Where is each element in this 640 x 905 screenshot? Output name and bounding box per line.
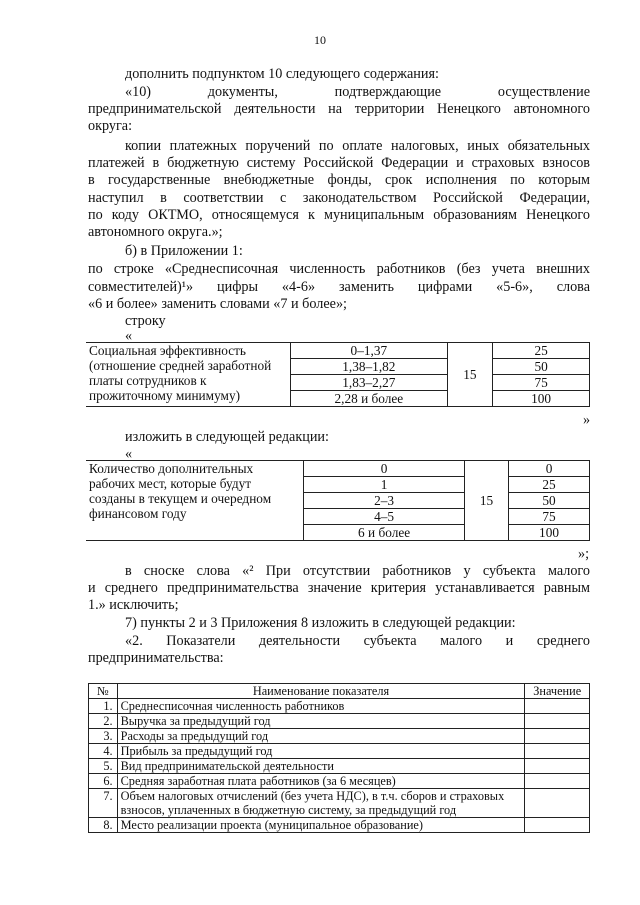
table-row — [89, 774, 590, 789]
table2-range: 1 — [304, 477, 465, 493]
table2-label-line: финансовом году — [89, 506, 187, 521]
table1-range: 1,38–1,82 — [291, 359, 447, 375]
row-number: 4. — [89, 744, 118, 759]
text-line: автономного округа.»; — [88, 224, 223, 240]
table2-weight: 15 — [465, 461, 509, 541]
table1-label-line: платы сотрудников к — [89, 373, 207, 388]
table2-range: 4–5 — [304, 509, 465, 525]
row-number: 3. — [89, 729, 118, 744]
table2-score: 100 — [509, 525, 590, 541]
row-number: 7. — [89, 789, 118, 818]
text-line: копии платежных поручений по оплате налоговых, иных обязательных — [125, 138, 590, 154]
table1-label-line: Социальная эффективность — [89, 343, 246, 358]
text-line: по коду ОКТМО, относящемуся к муниципальным образованиям Ненецкого — [88, 207, 590, 223]
page-number: 10 — [314, 33, 326, 47]
table-row — [89, 699, 590, 714]
row-value-cell — [525, 744, 590, 759]
text-line: совместителей)¹» цифры «4-6» заменить цифрами «5-6», слова — [88, 279, 590, 295]
closing-quote: » — [583, 412, 591, 428]
row-value-cell — [525, 789, 590, 818]
table1-weight: 15 — [447, 343, 493, 407]
table1-score: 100 — [493, 391, 590, 407]
indicators-table — [88, 683, 590, 833]
header-value: Значение — [525, 684, 590, 699]
text-line: «6 и более» заменить словами «7 и более»; — [88, 296, 347, 312]
text-line: 1.» исключить; — [88, 597, 179, 613]
row-value-cell — [525, 759, 590, 774]
table2-score: 0 — [509, 461, 590, 477]
text-line: в сноске слова «² При отсутствии работников у субъекта малого — [125, 563, 590, 579]
table-row — [89, 759, 590, 774]
table-row — [89, 744, 590, 759]
text-line: «2. Показатели деятельности субъекта малого и среднего — [125, 633, 590, 649]
text-line: дополнить подпунктом 10 следующего содержания: — [125, 66, 439, 82]
table-row — [89, 818, 590, 833]
row-name: Вид предпринимательской деятельности — [117, 759, 525, 774]
header-indicator-name: Наименование показателя — [117, 684, 525, 699]
table-row — [89, 789, 590, 818]
closing-quote: »; — [578, 546, 590, 562]
table-new-jobs — [86, 460, 590, 541]
row-value-cell — [525, 774, 590, 789]
table2-label-line: Количество дополнительных — [89, 461, 254, 476]
row-value-cell — [525, 729, 590, 744]
header-number: № — [89, 684, 118, 699]
row-name: Среднесписочная численность работников — [117, 699, 525, 714]
row-number: 6. — [89, 774, 118, 789]
row-number: 5. — [89, 759, 118, 774]
table1-range: 2,28 и более — [291, 391, 447, 407]
text-line: 7) пункты 2 и 3 Приложения 8 изложить в следующей редакции: — [125, 615, 516, 631]
table2-label-line: созданы в текущем и очередном — [89, 491, 272, 506]
table2-range: 0 — [304, 461, 465, 477]
row-number: 1. — [89, 699, 118, 714]
text-line: строку — [125, 313, 166, 329]
table2-score: 75 — [509, 509, 590, 525]
opening-quote: « — [125, 328, 133, 344]
table2-label-line: рабочих мест, которые будут — [89, 476, 252, 491]
table1-score: 25 — [493, 343, 590, 359]
row-name: Средняя заработная плата работников (за 6 месяцев) — [117, 774, 525, 789]
text-line: б) в Приложении 1: — [125, 243, 243, 259]
row-name: Место реализации проекта (муниципальное образование) — [117, 818, 525, 833]
row-value-cell — [525, 699, 590, 714]
table2-score: 25 — [509, 477, 590, 493]
opening-quote: « — [125, 446, 133, 462]
text-line: и среднего предпринимательства значение критерия устанавливается равным — [88, 580, 590, 596]
text-line: платежей в бюджетную систему Российской Федерации и страховых взносов — [88, 155, 590, 171]
text-line: по строке «Среднесписочная численность работников (без учета внешних — [88, 261, 590, 277]
table-row — [89, 729, 590, 744]
table1-label-line: прожиточному минимуму) — [89, 388, 241, 403]
table1-score: 75 — [493, 375, 590, 391]
table1-label-cell — [86, 343, 291, 407]
row-name: Прибыль за предыдущий год — [117, 744, 525, 759]
table1-score: 50 — [493, 359, 590, 375]
row-value-cell — [525, 714, 590, 729]
table2-range: 6 и более — [304, 525, 465, 541]
table-social-efficiency — [86, 342, 590, 407]
text-line: предпринимательства: — [88, 650, 224, 666]
table1-range: 0–1,37 — [291, 343, 447, 359]
text-line: в государственные внебюджетные фонды, срок исполнения по которым — [88, 172, 590, 188]
table-row — [89, 714, 590, 729]
row-name: Объем налоговых отчислений (без учета НДС), в т.ч. сборов и страховых взносов, уплаченных в бюджетную систему, за предыдущий год — [117, 789, 525, 818]
text-line: предпринимательской деятельности на территории Ненецкого автономного — [88, 101, 590, 117]
text-line: «10) документы, подтверждающие осуществление — [125, 84, 590, 100]
table1-label-line: (отношение средней заработной — [89, 358, 272, 373]
row-value-cell — [525, 818, 590, 833]
row-number: 8. — [89, 818, 118, 833]
table2-label-cell — [86, 461, 304, 541]
text-line: изложить в следующей редакции: — [125, 429, 329, 445]
text-line: округа: — [88, 118, 133, 134]
row-number: 2. — [89, 714, 118, 729]
table2-score: 50 — [509, 493, 590, 509]
row-name: Расходы за предыдущий год — [117, 729, 525, 744]
table2-range: 2–3 — [304, 493, 465, 509]
text-line: наступил в соответствии с законодательством Российской Федерации, — [88, 190, 590, 206]
table1-range: 1,83–2,27 — [291, 375, 447, 391]
row-name: Выручка за предыдущий год — [117, 714, 525, 729]
